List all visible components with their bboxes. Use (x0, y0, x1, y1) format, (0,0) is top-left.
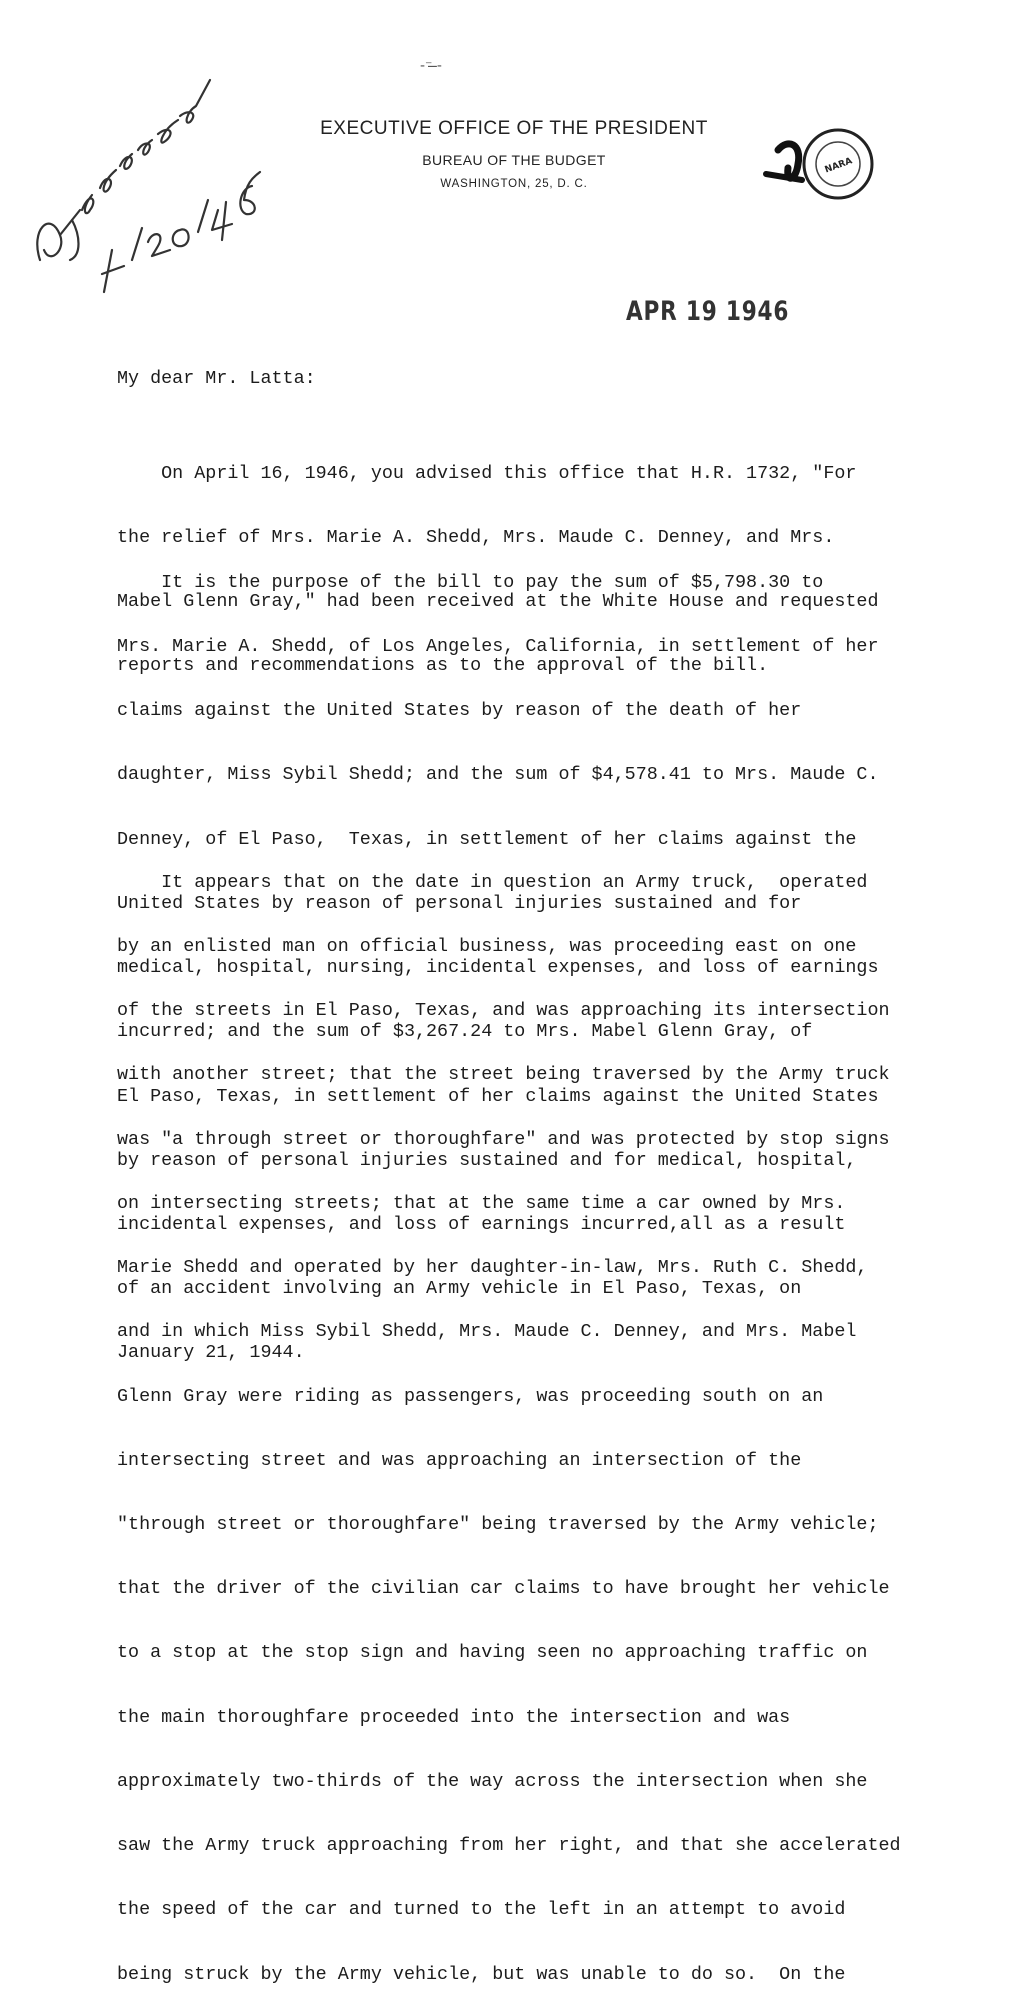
text-line: on intersecting streets; that at the same time a car owned by Mrs. (117, 1192, 846, 1214)
text-line: by an enlisted man on official business, was proceeding east on one (117, 936, 857, 958)
library-seal-icon (758, 124, 878, 206)
paragraph-3 (117, 829, 901, 2006)
text-line: that the driver of the civilian car claims to have brought her vehicle (117, 1578, 890, 1600)
text-line: Marie Shedd and operated by her daughter-in-law, Mrs. Ruth C. Shedd, (117, 1257, 868, 1279)
letterhead-city: WASHINGTON, 25, D. C. (440, 178, 588, 190)
text-line: was "a through street or thoroughfare" and was protected by stop signs (117, 1128, 890, 1150)
text-line: It appears that on the date in question an Army truck, operated (117, 871, 868, 893)
text-line: reports and recommendations as to the approval of the bill. (117, 655, 769, 677)
text-line: of an accident involving an Army vehicle in El Paso, Texas, on (117, 1278, 802, 1300)
date-received-stamp: APR 19 1946 (626, 296, 790, 327)
text-line: incidental expenses, and loss of earnings incurred,all as a result (117, 1214, 846, 1235)
text-line: daughter, Miss Sybil Shedd; and the sum of $4,578.41 to Mrs. Maude C. (117, 764, 879, 786)
text-line: Denney, of El Paso, Texas, in settlement of her claims against the (117, 828, 857, 850)
text-line: medical, hospital, nursing, incidental expenses, and loss of earnings (117, 957, 879, 979)
text-line: intersecting street and was approaching an intersection of the (117, 1449, 802, 1471)
text-line: the speed of the car and turned to the left in an attempt to avoid (117, 1899, 846, 1921)
text-line: "through street or thoroughfare" being traversed by the Army vehicle; (117, 1514, 879, 1535)
text-line: being struck by the Army vehicle, but was unable to do so. On the (117, 1963, 846, 1985)
text-line: to a stop at the stop sign and having seen no approaching traffic on (117, 1642, 868, 1664)
text-line: El Paso, Texas, in settlement of her claims against the United States (117, 1085, 879, 1107)
text-line: Glenn Gray were riding as passengers, was proceeding south on an (117, 1385, 824, 1407)
text-line: Mrs. Marie A. Shedd, of Los Angeles, California, in settlement of her (117, 636, 879, 658)
text-line: by reason of personal injuries sustained and for medical, hospital, (117, 1149, 857, 1171)
top-mark: -⁻ ̶- (420, 58, 442, 74)
text-line: Mabel Glenn Gray," had been received at the White House and requested (117, 591, 879, 613)
text-line: with another street; that the street being traversed by the Army truck (117, 1064, 890, 1086)
salutation: My dear Mr. Latta: (117, 368, 316, 389)
text-line: and in which Miss Sybil Shedd, Mrs. Maude C. Denney, and Mrs. Mabel (117, 1321, 857, 1343)
text-line: saw the Army truck approaching from her right, and that she accelerated (117, 1835, 901, 1857)
text-line: the relief of Mrs. Marie A. Shedd, Mrs. Maude C. Denney, and Mrs. (117, 527, 835, 549)
text-line: approximately two-thirds of the way across the intersection when she (117, 1770, 868, 1792)
text-line: of the streets in El Paso, Texas, and was approaching its intersection (117, 1000, 890, 1022)
text-line: claims against the United States by reason of the death of her (117, 700, 802, 722)
text-line: United States by reason of personal injuries sustained and for (117, 892, 802, 914)
letterhead-office: EXECUTIVE OFFICE OF THE PRESIDENT (320, 118, 708, 139)
text-line: It is the purpose of the bill to pay the sum of $5,798.30 to (117, 571, 824, 593)
text-line: On April 16, 1946, you advised this office that H.R. 1732, "For (117, 462, 857, 484)
text-line: the main thoroughfare proceeded into the intersection and was (117, 1706, 791, 1728)
text-line: incurred; and the sum of $3,267.24 to Mrs. Mabel Glenn Gray, of (117, 1021, 813, 1043)
letterhead-bureau: BUREAU OF THE BUDGET (422, 152, 606, 168)
text-line: January 21, 1944. (117, 1342, 305, 1364)
svg-text:NARA: NARA (823, 156, 854, 176)
